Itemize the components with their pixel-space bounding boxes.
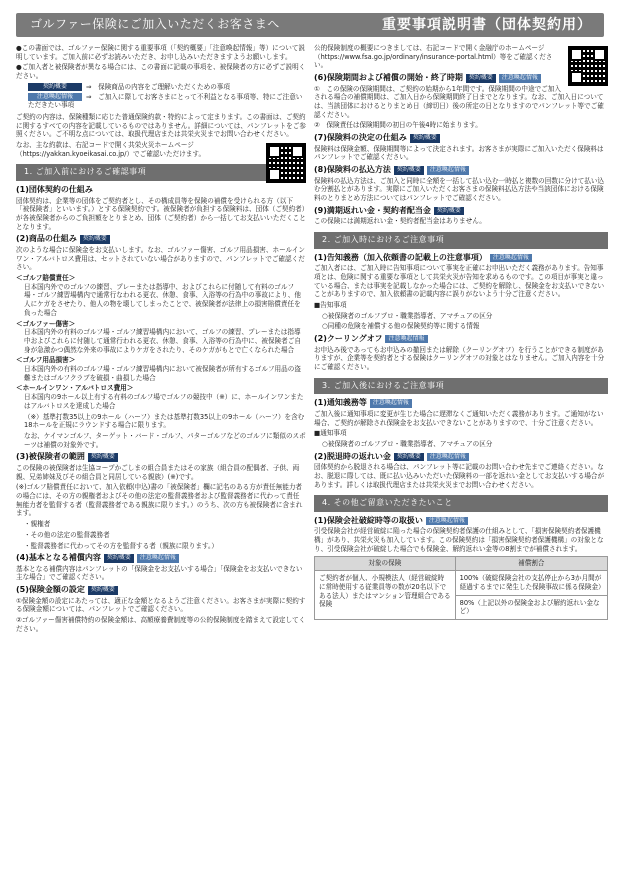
table-cell: ご契約者が個人、小規模法人（経営破綻時に常時使用する従業員等の数が20名以下である法人）またはマンション管理組合である保険 [315,571,456,620]
kanki-badge: 注意喚起情報 [427,453,469,461]
table-cell: 80%（上記以外の保険金および解約返れい金など） [455,595,607,619]
table-header: 補償割合 [455,557,607,571]
s1-3-note: (※)ゴルフ賠償責任において、加入依頼(申込)書の「被保険者」欄に記名のある方が責任無能力者の場合には、その方の親権者およびその他の法定の監督義務者および監督義務者に代わって責任無能力者を監督する者（監督義務者である親族に限ります。）のうち、次の方も被保険者に含まれます。 [16,483,303,518]
legend-gaiyo-text: ⇒ 保険商品の内容をご理解いただくための事項 [86,82,230,91]
header-audience: ゴルファー保険にご加入いただくお客さまへ [30,17,280,31]
s3-1-item: ○被保険者のゴルフプロ・職業指導者、アマチュアの区分 [322,439,493,448]
s1-9-text: この保険には満期返れい金・契約者配当金はありません。 [314,217,486,226]
gaiyo-badge: 契約概要 [434,207,464,215]
right-column [314,44,608,872]
s3-1-text: ご加入後に通知事項に変更が生じた場合に遅滞なくご通知いただく義務があります。ご通知がない場合、ご契約が解除され保険金をお支払いできないことがありますので、十分ご注意ください。 [314,409,604,427]
s1-3-text: この保険の被保険者は生協コープかごしまの組合員またはその家族（組合員の配偶者、子供、両親、兄弟姉妹及びその組合員と同居している親族）(※)です。 [16,463,300,481]
gaiyo-badge: 契約概要 [394,166,424,174]
s1-5-item: ②ゴルファー傷害補償特約の保険金額は、高額療養費制度等の公的保険制度を踏まえて設定してください。 [16,616,306,633]
coverage-title: ＜ゴルフ用品損害＞ [16,356,76,365]
table-header: 対象の保険 [315,557,456,571]
s1-1-text: 団体契約は、企業等の団体をご契約者とし、その構成員等を保険の補償を受けられる方（以下「被保険者」といいます。）とする保険契約です。被保険者が負担する保険料は、団体（ご契約者）が各被保険者からのご負担額をとりまとめ、団体（ご契約者）から一括してお支払いいただくこととなります。 [16,196,306,231]
s2-1-item: ○被保険者のゴルフプロ・職業指導者、アマチュアの区分 [322,311,493,320]
s1-3-bullet: ・その他の法定の監督義務者 [24,530,110,539]
s2-1-title: (1)告知義務（加入依頼書の記載上の注意事項） 注意喚起情報 [314,253,608,264]
coverage-title: ＜ゴルフ賠償責任＞ [16,274,76,282]
intro-paragraph-4: なお、主な約款は、右記コードで開く共栄火災ホームページ（https://yakkan.kyoeikasai.co.jp/）でご確認いただけます。 [16,141,206,158]
s2-2-title: (2)クーリングオフ 注意喚起情報 [314,334,608,345]
table-row [315,571,608,595]
s1-7-title: (7)保険料の決定の仕組み 契約概要 [314,133,608,144]
s1-3-bullet: ・監督義務者に代わってその方を監督する者（親族に限ります。） [24,541,218,550]
kanki-badge: 注意喚起情報 [385,335,427,343]
document-header [16,13,604,37]
s1-3-title: (3)被保険者の範囲 契約概要 [16,452,306,463]
s1-6-item: ② 保険責任は保険期間の初日の午後4時に始まります。 [314,121,482,130]
section-3-title: 3. ご加入後におけるご注意事項 [314,378,608,395]
qr-code-fsa[interactable] [568,46,608,86]
s3-2-text: 団体契約から脱退される場合は、パンフレット等に記載のお問い合わせ先までご連絡ください。なお、脱退に際しては、既に払い込みいただいた保険料の一部を返れい金としてお支払いする場合があります。詳しくは取扱代理店または共栄火災までお問い合わせください。 [314,463,605,489]
coverage-text: 日本国内外の有料のゴルフ場・ゴルフ練習場構内において、ゴルフの練習、プレーまたは指導中およびこれらに付随して通常行われる更衣、休憩、食事、入浴等の行為中に、被保険者ご自身が急激かつ偶然な外来の事故によりケガをされたり、そのケガがもとで亡くなられた場合 [24,328,301,354]
s4-1-text: 引受保険会社が経営破綻に陥った場合の保険契約者保護の仕組みとして、「損害保険契約者保護機構」があり、共栄火災も加入しています。この保険契約は「損害保険契約者保護機構」の対象となり、引受保険会社が破綻した場合でも保険金、解約返れい金等の8割までが補償されます。 [314,527,604,553]
gaiyo-badge: 契約概要 [80,235,110,243]
s1-7-text: 保険料は保険金額、保険期間等によって決定されます。お客さまが実際にご加入いただく保険料はパンフレットでご確認ください。 [314,144,604,162]
gaiyo-badge: 契約概要 [394,453,424,461]
s2-1-item: ○同種の危険を補償する他の保険契約等に関する情報 [322,322,480,331]
s1-6-title: (6)保険期間および補償の開始・終了時期 契約概要 注意喚起情報 [314,73,608,84]
coverage-note: なお、ケイマンゴルフ、ターゲット・バード・ゴルフ、パターゴルフなどのゴルフに類似のスポーツは補償の対象外です。 [24,431,306,449]
s1-8-text: 保険料の払込方法は、ご加入と同時に全額を一括して払い込む一時払と複数の回数に分けて払い込む分割払とがあります。実際にご加入いただくお客さまの保険料払込方法や当該団体における保険料のとりまとめ方法についてはパンフレットでご確認ください。 [314,176,605,203]
gaiyo-badge: 契約概要 [28,83,82,91]
coverage-text: 日本国内外でのゴルフの練習、プレーまたは指導中、およびこれらに付随して有料のゴルフ場・ゴルフ練習場構内で通常行なわれる更衣、休憩、食事、入浴等の行為中の事故により、他人にケガをさせたり、他人の物を壊してしまったことで、被保険者が法律上の損害賠償責任を負った場合 [24,282,301,317]
s1-2-text: 次のような場合に保険金をお支払いします。なお、ゴルファー傷害、ゴルフ用品損害、ホールインワン・アルバトロス費用は、セットされていない場合がありますので、パンフレットでご確認ください。 [16,245,306,272]
left-column [16,44,306,872]
s1-9-title: (9)満期返れい金・契約者配当金 契約概要 [314,206,608,217]
gaiyo-badge: 契約概要 [88,586,118,594]
header-title: 重要事項説明書（団体契約用） [382,17,592,33]
s1-5-title: (5)保険金額の設定 契約概要 [16,585,306,596]
section-4-title: 4. その他ご留意いただきたいこと [314,495,608,512]
coverage-title: ＜ホールインワン・アルバトロス費用＞ [16,384,134,393]
s2-1-text: ご加入者には、ご加入時に告知事項について事実を正確にお申出いただく義務があります。告知事項とは、危険に関する重要な事項として共栄火災が告知を求めるものです。この項目が事実と違っている場合、または事実を記載しなかった場合には、ご契約を解除し、保険金をお支払いできないことがありますので、加入依頼書の記載内容に誤りがないよう十分ご注意ください。 [314,264,605,299]
kanki-badge: 注意喚起情報 [490,254,532,262]
s1-5-item: ①保険金額の設定にあたっては、適正な金額となるようご注意ください。お客さまが実際に契約する保険金額については、パンフレットでご確認ください。 [16,596,306,614]
intro-paragraph-2: ●ご加入者と被保険者が異なる場合には、この書面に記載の事項を、被保険者の方に必ずご説明ください。 [16,63,306,81]
s1-1-title: (1)団体契約の仕組み [16,184,93,194]
s3-1-title: (1)通知義務等 注意喚起情報 [314,398,608,409]
s2-2-text: お申込み後であってもお申込みの撤回または解除（クーリングオフ）を行うことができる制度がありますが、企業等を契約者とする保険はクーリングオフの対象とはなりません。ご加入内容を十分にご確認ください。 [314,345,605,371]
coverage-text: 日本国内外の有料のゴルフ場・ゴルフ練習場構内において被保険者が所有するゴルフ用品の盗難またはゴルフクラブを破損・曲損した場合 [24,365,301,382]
intro-paragraph-3: ご契約の内容は、保険種類に応じた普通保険約款・特約によって定まります。この書面は、ご契約に関するすべての内容を記載しているものではありません。詳細については、パンフレットをご参照ください。ご不明な点については、取扱代理店または共栄火災までお問い合わせください。 [16,112,306,139]
coverage-note: （※）基準打数35以上の9ホール（ハーフ）または基準打数35以上の9ホール（ハーフ）を含む18ホールを正規にラウンドする場合に限ります。 [24,412,305,430]
s4-1-title: (1)保険会社破綻時等の取扱い 注意喚起情報 [314,516,608,527]
gaiyo-badge: 契約概要 [410,134,440,142]
s3-2-title: (2)脱退時の返れい金 契約概要 注意喚起情報 [314,452,608,463]
kanki-badge: 注意喚起情報 [426,517,468,525]
kanki-badge: 注意喚起情報 [137,554,179,562]
s1-6-item: ① この保険の保険期間は、ご契約の始期から1年間です。保険期間の中途でご加入される場合の補償期間は、ご加入日から保険期間終了日までとなります。なお、ご加入日については、当該団体におけるとりまとめ日（締切日）後の所定の日となりますのでパンフレット等でご確認ください。 [314,84,604,119]
s1-4-title: (4)基本となる補償内容 契約概要 注意喚起情報 [16,553,306,564]
gaiyo-badge: 契約概要 [88,453,118,461]
badge-legend [28,83,306,110]
coverage-title: ＜ゴルファー傷害＞ [16,319,76,328]
kanki-badge: 注意喚起情報 [427,166,469,174]
gaiyo-badge: 契約概要 [466,74,496,82]
section-1-title: 1. ご加入前におけるご確認事項 [16,164,306,181]
coverage-text: 日本国内の9ホール以上有する有料のゴルフ場でゴルフの競技中（※）に、ホールインワンまたはアルバトロスを達成した場合 [24,393,304,410]
s1-3-bullet: ・親権者 [24,520,51,529]
qr-code-yakkan[interactable] [266,143,306,183]
kanki-badge: 注意喚起情報 [499,74,541,82]
s1-8-title: (8)保険料の払込方法 契約概要 注意喚起情報 [314,165,608,176]
section-2-title: 2. ご加入時におけるご注意事項 [314,232,608,249]
kanki-badge: 注意喚起情報 [370,399,412,407]
s2-1-items-title: ■告知事項 [314,300,347,309]
gaiyo-badge: 契約概要 [104,554,134,562]
kanki-badge: 注意喚起情報 [28,93,82,101]
intro-paragraph-1: ●この書面では、ゴルファー保険に関する重要事項（「契約概要」「注意喚起情報」等）について説明しています。ご加入前に必ずお読みいただき、お申し込みいただきますようお願いします。 [16,44,306,61]
s1-4-text: 基本となる補償内容はパンフレットの「保険金をお支払いする場合」「保険金をお支払いできない主な場合」でご確認ください。 [16,564,303,582]
table-cell: 100%（破綻保険会社の支払停止から3か月間が経過するまでに発生した保険事故に係る保険金） [455,571,607,595]
legend-kanki-text: ⇒ ご加入に際してお客さまにとって不利益となる事項等、特にご注意いただきたい事項 [28,92,303,110]
s3-1-items-title: ■通知事項 [314,429,347,438]
s1-2-title: (2)商品の仕組み 契約概要 [16,234,306,245]
protection-table [314,556,608,620]
right-intro: 公的保険制度の概要につきましては、右記コードで開く金融庁のホームページ（https://www.fsa.go.jp/ordinary/insurance-portal.html）等をご確認ください。 [314,44,553,70]
